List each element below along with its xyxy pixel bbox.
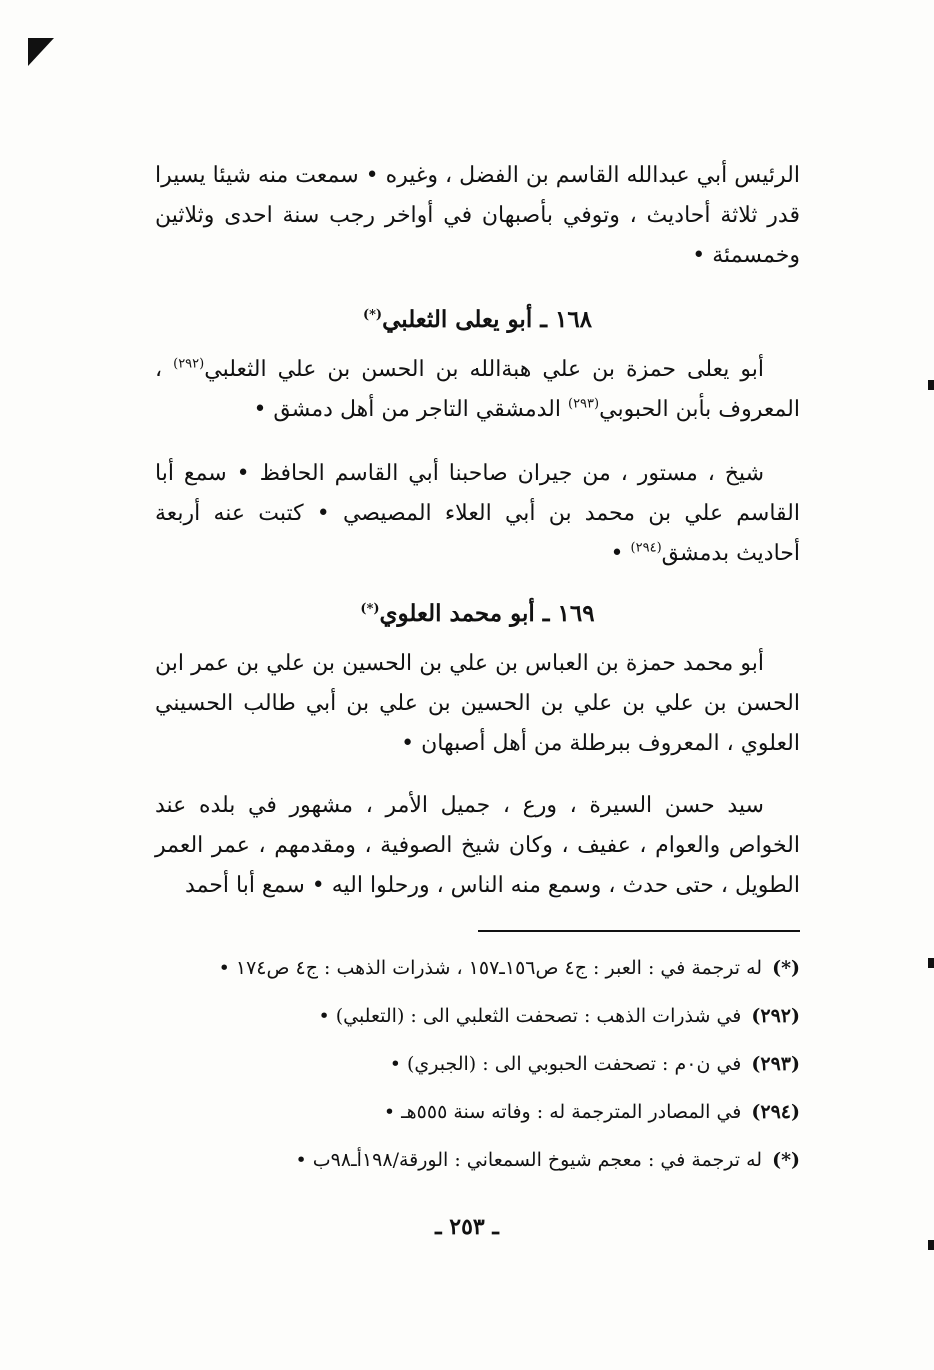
footnote-text: له ترجمة في : معجم شيوخ السمعاني : الورقة/١٩٨أـ٩٨ب •: [295, 1149, 763, 1171]
edge-scan-mark: [928, 1240, 934, 1250]
footnote-item: [155, 1142, 800, 1179]
entry-169-title: ١٦٩ ـ أبو محمد العلوي: [379, 600, 595, 627]
footnote-text: في ن٠م : تصحفت الحبوبي الى : (الجبري) •: [389, 1053, 742, 1075]
footnote-separator: [478, 930, 800, 932]
footnote-ref: (*): [772, 957, 800, 979]
footnote-item: [155, 950, 800, 987]
corner-triangle-mark: [28, 38, 54, 66]
footnote-text: في شذرات الذهب : تصحفت الثعلبي الى : (التعلبي) •: [318, 1005, 742, 1027]
footnote-item: [155, 1094, 800, 1131]
entry-168-heading: [155, 306, 800, 333]
entry-168-paragraph-2: [155, 454, 800, 574]
edge-scan-mark: [928, 380, 934, 390]
footnotes: [155, 950, 800, 1190]
footnote-ref: (٢٩٢): [751, 1005, 800, 1027]
footnote-item: [155, 1046, 800, 1083]
entry-169-paragraph-1: أبو محمد حمزة بن العباس بن علي بن الحسين بن علي بن عمر ابن الحسن بن علي بن علي بن الحسين بن علي بن أبي طالب الحسيني العلوي ، المعروف ببرطلة من أهل أصبهان •: [155, 651, 800, 756]
entry-168-paragraph-1: [155, 350, 800, 430]
entry-168-p1-part2: ، المعروف بأبن الحبوبي: [155, 357, 800, 422]
footnote-text: له ترجمة في : العبر : ج٤ ص١٥٦ـ١٥٧ ، شذرات الذهب : ج٤ ص١٧٤ •: [218, 957, 763, 979]
entry-169-heading-ref: (*): [360, 601, 380, 617]
entry-169-heading: [155, 600, 800, 627]
entry-168-p1-part3: الدمشقي التاجر من أهل دمشق •: [253, 397, 561, 422]
entry-168-body: [155, 350, 800, 574]
entry-168-p2-end: •: [610, 541, 624, 566]
footnote-ref-293: (٢٩٣): [568, 396, 600, 412]
footnote-ref: (٢٩٣): [751, 1053, 800, 1075]
edge-scan-mark: [928, 958, 934, 968]
page-number: ـ ٢٥٣ ـ: [435, 1214, 499, 1240]
entry-168-title: ١٦٨ ـ أبو يعلى الثعلبي: [382, 306, 593, 333]
footnote-ref-292: (٢٩٢): [173, 356, 205, 372]
entry-169-paragraph-2: سيد حسن السيرة ، ورع ، جميل الأمر ، مشهور في بلده عند الخواص والعوام ، عفيف ، وكان شيخ الصوفية ، ومقدمهم ، عمر العمر الطويل ، حتى حدث ، وسمع منه الناس ، ورحلوا اليه • سمع أبا أحمد: [155, 793, 800, 898]
footnote-text: في المصادر المترجمة له : وفاته سنة ٥٥٥هـ •: [383, 1101, 742, 1123]
footnote-item: [155, 998, 800, 1035]
entry-168-p2-text: شيخ ، مستور ، من جيران صاحبنا أبي القاسم الحافظ • سمع أبا القاسم علي بن محمد بن أبي العلاء المصيصي • كتبت عنه أربعة أحاديث بدمشق: [155, 461, 800, 566]
entry-169-body: [155, 644, 800, 906]
intro-paragraph: [155, 156, 800, 276]
footnote-ref-294: (٢٩٤): [630, 540, 662, 556]
entry-168-p1-part1: أبو يعلى حمزة بن علي هبةالله بن الحسن بن علي الثعلبي: [204, 357, 764, 382]
entry-168-heading-ref: (*): [362, 307, 383, 323]
intro-text: الرئيس أبي عبدالله القاسم بن الفضل ، وغيره • سمعت منه شيئا يسيرا قدر ثلاثة أحاديث ، وتوفي بأصبهان في أواخر رجب سنة احدى وثلاثين وخمسمئة •: [155, 163, 800, 268]
footnote-ref: (٢٩٤): [751, 1101, 800, 1123]
footnote-ref: (*): [772, 1149, 800, 1171]
